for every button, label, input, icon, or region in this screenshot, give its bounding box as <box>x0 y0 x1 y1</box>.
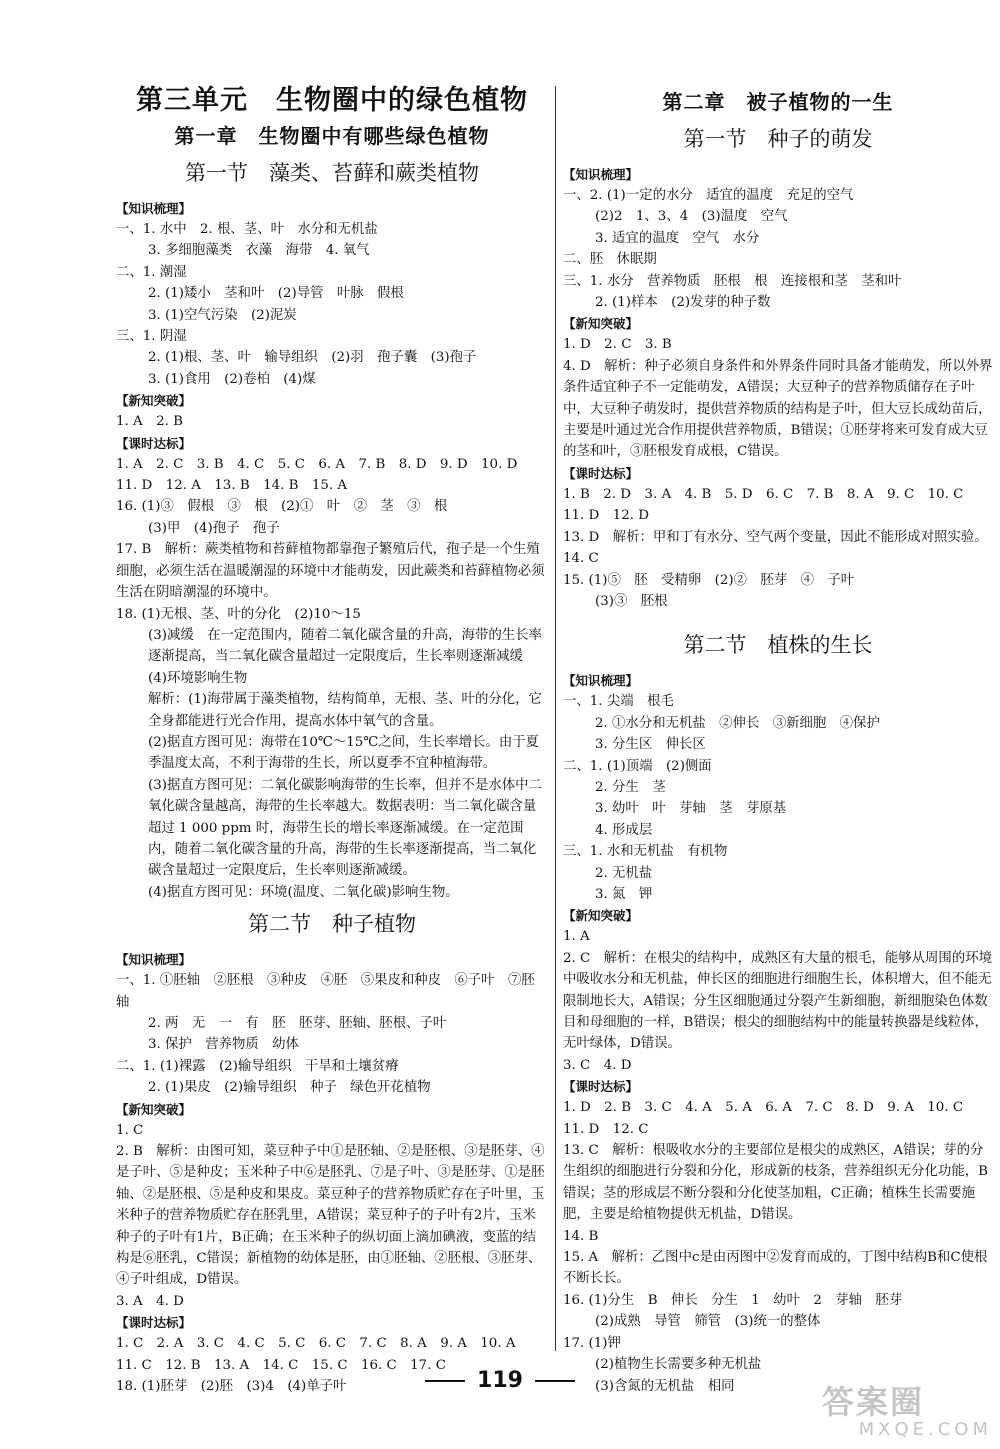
answer-line: 1. D 2. C 3. B <box>563 337 672 353</box>
left-column <box>116 82 548 1398</box>
section-heading: 【 新知突破 】 <box>563 905 993 926</box>
answer-line: 18. (1)胚芽 (2)胚 (3)4 (4)单子叶 <box>116 1379 347 1395</box>
answer-line: 1. C <box>116 1122 144 1138</box>
answer-line: 17. B 解析：蕨类植物和苔藓植物都靠孢子繁殖后代，孢子是一个生殖细胞，必须生活在温暖潮湿的环境中才能萌发，因此蕨类和苔藓植物必须生活在阴暗潮湿的环境中。 <box>116 542 545 601</box>
footer-rule-left <box>425 1380 465 1382</box>
section-heading: 【 课时达标 】 <box>116 1312 548 1333</box>
answer-line: 11. D 12. A 13. B 14. B 15. A <box>116 478 348 494</box>
answer-line: (3)减缓 在一定范围内，随着二氧化碳含量的升高，海带的生长率逐渐提高，当二氧化碳含量超过一定限度后，生长率则逐渐减缓 <box>148 627 542 665</box>
answer-line: (2)植物生长需要多种无机盐 <box>595 1357 762 1373</box>
section-title: 第一节 藻类、苔藓和蕨类植物 <box>185 161 479 185</box>
answer-line: (2)2 1、3、4 (3)温度 空气 <box>595 209 788 225</box>
answer-line: 13. D 解析：甲和丁有水分、空气两个变量，因此不能形成对照实验。 <box>563 529 988 545</box>
right-column <box>563 82 993 1397</box>
answer-line: 解析：(1)海带属于藻类植物，结构简单，无根、茎、叶的分化，它全身都能进行光合作用，提高水体中氧气的含量。 <box>148 692 542 729</box>
answer-line: 11. D 12. C <box>563 1121 649 1137</box>
answer-line: (2)据直方图可见：海带在10℃～15℃之间，生长率增长。由于夏季温度太高，不利于海带的生长，所以夏季不宜种植海带。 <box>148 734 539 772</box>
answer-line: 14. B <box>563 1228 599 1244</box>
section-heading: 【 知识梳理 】 <box>116 198 548 219</box>
answer-line: 1. A <box>563 929 590 945</box>
section-title: 第二节 种子植物 <box>248 912 416 937</box>
answer-line: 2. ①水分和无机盐 ②伸长 ③新细胞 ④保护 <box>595 715 880 731</box>
answer-line: 2. 无机盐 <box>595 865 653 881</box>
page-number: 119 <box>477 1368 523 1393</box>
answer-line: 15. (1)⑤ 胚 受精卵 (2)② 胚芽 ④ 子叶 <box>563 572 855 588</box>
answer-line: 二、1. (1)顶端 (2)侧面 <box>563 758 712 774</box>
answer-line: 16. (1)③ 假根 ③ 根 (2)① 叶 ② 茎 ③ 根 <box>116 499 448 515</box>
section-heading: 【 课时达标 】 <box>563 463 993 484</box>
answer-line: 2. C 解析：在根尖的结构中，成熟区有大量的根毛，能够从周围的环境中吸收水分和无机盐，伸长区的细胞进行细胞生长，体积增大，但不能无限制地长大，A错误；分生区细胞通过分裂产生新细胞，新细胞染色体数目和母细胞的一样，B错误；根尖的细胞结构中的能量转换器是线粒体，无叶绿体，D错误。 <box>563 950 992 1052</box>
answer-line: (3)③ 胚根 <box>595 593 668 609</box>
answer-line: 16. (1)分生 B 伸长 分生 1 幼叶 2 芽轴 胚芽 <box>563 1292 903 1308</box>
unit-title: 第三单元 生物圈中的绿色植物 <box>136 85 528 116</box>
answer-line: 一、2. (1)一定的水分 适宜的温度 充足的空气 <box>563 188 854 203</box>
answer-line: 1. A 2. B <box>116 414 183 430</box>
chapter-title: 第一章 生物圈中有哪些绿色植物 <box>174 124 490 148</box>
answer-line: 2. B 解析：由图可知，菜豆种子中①是胚轴、②是胚根、③是胚芽、④是子叶、⑤是种皮；玉米种子中⑥是胚乳、⑦是子叶、③是胚芽、①是胚轴、②是胚根、⑤是种皮和果皮。菜豆种子的营养物质贮存在子叶里，玉米种子的营养物质贮存在胚乳里，A错误；菜豆种子的子叶有2片，玉米种子的子叶有1片，B正确；在玉米种子的纵切面上滴加碘液，变蓝的结构是⑥胚乳，C错误；新植物的幼体是胚，由①胚轴、②胚根、③胚芽、④子叶组成，D错误。 <box>116 1144 545 1288</box>
answer-line: 17. (1)钾 <box>563 1335 621 1351</box>
answer-line: 18. (1)无根、茎、叶的分化 (2)10～15 <box>116 606 361 622</box>
answer-line: 2. 两 无 一 有 胚 胚芽、胚轴、胚根、子叶 <box>148 1016 447 1031</box>
answer-line: 1. C 2. A 3. C 4. C 5. C 6. C 7. C 8. A 9. A 10. A <box>116 1336 516 1352</box>
answer-line: 13. C 解析：根吸收水分的主要部位是根尖的成熟区，A错误；芽的分生组织的细胞进行分裂和分化，形成新的枝条，营养组织无分化功能，B错误；茎的形成层不断分裂和分化使茎加粗，C正确；植株生长需要施肥，主要是给植物提供无机盐，D错误。 <box>563 1143 988 1223</box>
answer-line: 4. D 解析：种子必须自身条件和外界条件同时具备才能萌发，所以外界条件适宜种子不一定能萌发，A错误；大豆种子的营养物质储存在子叶中，大豆种子萌发时，提供营养物质的结构是子叶，但大豆长成幼苗后，主要是叶通过光合作用提供营养物质，B错误；①胚芽将来可发育成大豆的茎和叶，③胚根发育成根，C错误。 <box>563 358 993 460</box>
answer-line: (3)据直方图可见：二氧化碳影响海带的生长率，但并不是水体中二氧化碳含量越高，海带的生长率越大。数据表明：当二氧化碳含量超过 1 000 ppm 时，海带生长的增长率逐渐减缓。在一定范围内，随着二氧化碳含量的升高，海带的生长率逐渐提高，当二氧化碳含量超过一定限度后，生长率则逐渐减缓。 <box>148 777 542 879</box>
section-heading: 【 新知突破 】 <box>116 390 548 411</box>
answer-line: (3)含氮的无机盐 相同 <box>595 1378 735 1394</box>
answer-line: 二、1. (1)裸露 (2)输导组织 干旱和土壤贫瘠 <box>116 1058 399 1074</box>
watermark-url: MXQE.COM <box>858 1419 992 1440</box>
column-divider <box>555 86 556 1351</box>
answer-line: 2. (1)矮小 茎和叶 (2)导管 叶脉 假根 <box>148 286 404 302</box>
answer-line: 2. (1)果皮 (2)输导组织 种子 绿色开花植物 <box>148 1080 431 1096</box>
answer-line: (2)成熟 导管 筛管 (3)统一的整体 <box>595 1314 821 1330</box>
answer-line: 15. A 解析：乙图中c是由丙图中②发育而成的，丁图中结构B和C使根不断长长。 <box>563 1250 988 1287</box>
answer-line: 一、1. 尖端 根毛 <box>563 694 674 710</box>
answer-line: 3. 多细胞藻类 衣藻 海带 4. 氧气 <box>148 243 370 259</box>
answer-line: 2. 分生 茎 <box>595 779 666 795</box>
answer-line: 2. (1)根、茎、叶 输导组织 (2)羽 孢子囊 (3)孢子 <box>148 350 477 366</box>
section-heading: 【 知识梳理 】 <box>563 164 993 185</box>
answer-line: 三、1. 水分 营养物质 胚根 根 连接根和茎 茎和叶 <box>563 273 902 289</box>
answer-line: 二、1. 潮湿 <box>116 264 187 280</box>
answer-line: 1. B 2. D 3. A 4. B 5. D 6. C 7. B 8. A 9. C 10. C <box>563 486 964 502</box>
section-heading: 【 新知突破 】 <box>116 1099 548 1120</box>
answer-line: 11. D 12. D <box>563 508 649 524</box>
section-title: 第二节 植株的生长 <box>683 633 873 658</box>
section-heading: 【 课时达标 】 <box>563 1076 993 1097</box>
answer-line: 2. (1)样本 (2)发芽的种子数 <box>595 295 771 311</box>
answer-line: 3. 幼叶 叶 芽轴 茎 芽原基 <box>595 801 787 817</box>
answer-line: 二、胚 休眠期 <box>563 252 657 268</box>
answer-line: 3. (1)空气污染 (2)泥炭 <box>148 307 297 323</box>
watermark-logo <box>822 1385 992 1445</box>
chapter-title: 第二章 被子植物的一生 <box>662 90 894 114</box>
section-heading: 【 课时达标 】 <box>116 433 548 454</box>
answer-line: 11. C 12. B 13. A 14. C 15. C 16. C 17. C <box>116 1357 446 1373</box>
answer-line: 一、1. ①胚轴 ②胚根 ③种皮 ④胚 ⑤果皮和种皮 ⑥子叶 ⑦胚轴 <box>116 973 535 1010</box>
section-heading: 【 知识梳理 】 <box>563 670 993 691</box>
answer-line: 14. C <box>563 551 599 567</box>
answer-line: 1. D 2. B 3. C 4. A 5. A 6. A 7. C 8. D 9. A 10. C <box>563 1100 964 1116</box>
answer-line: 三、1. 水和无机盐 有机物 <box>563 844 728 860</box>
answer-line: (3)甲 (4)孢子 孢子 <box>148 520 280 536</box>
answer-line: 3. C 4. D <box>563 1057 632 1073</box>
answer-line: 一、1. 水中 2. 根、茎、叶 水分和无机盐 <box>116 222 378 237</box>
answer-line: 3. (1)食用 (2)卷柏 (4)煤 <box>148 371 316 387</box>
answer-line: 三、1. 阴湿 <box>116 329 187 345</box>
footer-rule-right <box>535 1380 575 1382</box>
answer-line: 1. A 2. C 3. B 4. C 5. C 6. A 7. B 8. D 9. D 10. D <box>116 456 518 472</box>
section-heading: 【 知识梳理 】 <box>116 949 548 970</box>
watermark-text: 答案圈 <box>822 1383 925 1421</box>
answer-line: 3. A 4. D <box>116 1293 184 1309</box>
answer-line: 3. 适宜的温度 空气 水分 <box>595 230 760 246</box>
answer-line: 3. 氮 钾 <box>595 886 653 902</box>
answer-line: (4)环境影响生物 <box>148 670 248 686</box>
answer-line: (4)据直方图可见：环境(温度、二氧化碳)影响生物。 <box>148 884 459 900</box>
section-heading: 【 新知突破 】 <box>563 313 993 334</box>
section-title: 第一节 种子的萌发 <box>683 127 873 151</box>
answer-line: 4. 形成层 <box>595 822 653 838</box>
answer-line: 3. 保护 营养物质 幼体 <box>148 1037 299 1053</box>
answer-line: 3. 分生区 伸长区 <box>595 737 706 753</box>
